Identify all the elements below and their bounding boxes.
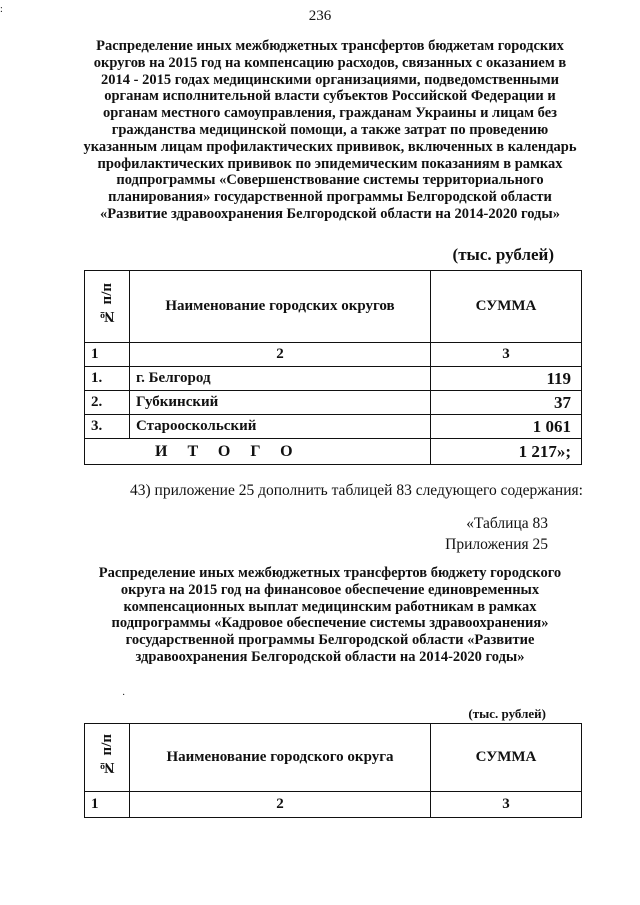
amendment-paragraph: 43) приложение 25 дополнить таблицей 83 следующего содержания:	[130, 482, 583, 499]
col-number-row	[85, 792, 582, 818]
transfers-table-1	[84, 270, 582, 465]
table-header-row	[85, 724, 582, 792]
total-row	[85, 439, 582, 465]
row-number: 1.	[85, 367, 130, 391]
col-number: 1	[85, 792, 130, 818]
district-name: г. Белгород	[130, 367, 431, 391]
col-number-row	[85, 343, 582, 367]
table-reference-line-1: «Таблица 83	[466, 515, 548, 532]
district-name: Старооскольский	[130, 415, 431, 439]
table-reference	[445, 513, 548, 555]
section-title-2: Распределение иных межбюджетных трансфертов бюджету городского округа на 2015 год на финансовое обеспечение единовременных компенсационных выплат медицинским работникам в рамках подпрограммы «Кадровое обеспечение системы здравоохранения» государственной программы Белгородской области «Развитие здравоохранения Белгородской области на 2014-2020 годы»	[98, 565, 562, 665]
col-header-sum: СУММА	[431, 724, 582, 792]
table-row	[85, 391, 582, 415]
section-title-1: Распределение иных межбюджетных трансфертов бюджетам городских округов на 2015 год на компенсацию расходов, связанных с оказанием в 2014 - 2015 годах медицинскими организациями, подведомственными органам исполнительной власти субъектов Российской Федерации и органам местного самоуправления, гражданам Украины и лицам без гражданства медицинской помощи, а также затрат по проведению указанным лицам профилактических прививок, включенных в календарь профилактических прививок по эпидемическим показаниям в рамках подпрограммы «Совершенствование системы территориального планирования» государственной программы Белгородской области «Развитие здравоохранения Белгородской области на 2014-2020 годы»	[83, 38, 577, 222]
table-row	[85, 415, 582, 439]
stray-dot: ·	[122, 690, 126, 701]
row-sum: 1 061	[431, 415, 582, 439]
col-number: 1	[85, 343, 130, 367]
units-label-1: (тыс. рублей)	[452, 245, 554, 264]
page-number: 236	[308, 8, 332, 24]
transfers-table-2	[84, 723, 582, 818]
row-sum: 119	[431, 367, 582, 391]
margin-mark: :	[0, 4, 3, 15]
table-header-row	[85, 271, 582, 343]
row-number: 2.	[85, 391, 130, 415]
table-row	[85, 367, 582, 391]
units-label-2: (тыс. рублей)	[468, 706, 546, 721]
col-header-name: Наименование городского округа	[130, 724, 431, 792]
row-sum: 37	[431, 391, 582, 415]
col-header-sum: СУММА	[431, 271, 582, 343]
col-number: 2	[130, 792, 431, 818]
col-header-name: Наименование городских округов	[130, 271, 431, 343]
col-number: 3	[431, 792, 582, 818]
total-label: ИТОГО	[85, 439, 431, 465]
district-name: Губкинский	[130, 391, 431, 415]
row-number: 3.	[85, 415, 130, 439]
col-number: 3	[431, 343, 582, 367]
col-header-number: № п/п	[98, 283, 115, 325]
table-reference-line-2: Приложения 25	[445, 536, 548, 553]
total-sum: 1 217»;	[431, 439, 582, 465]
col-header-number: № п/п	[98, 734, 115, 776]
col-number: 2	[130, 343, 431, 367]
